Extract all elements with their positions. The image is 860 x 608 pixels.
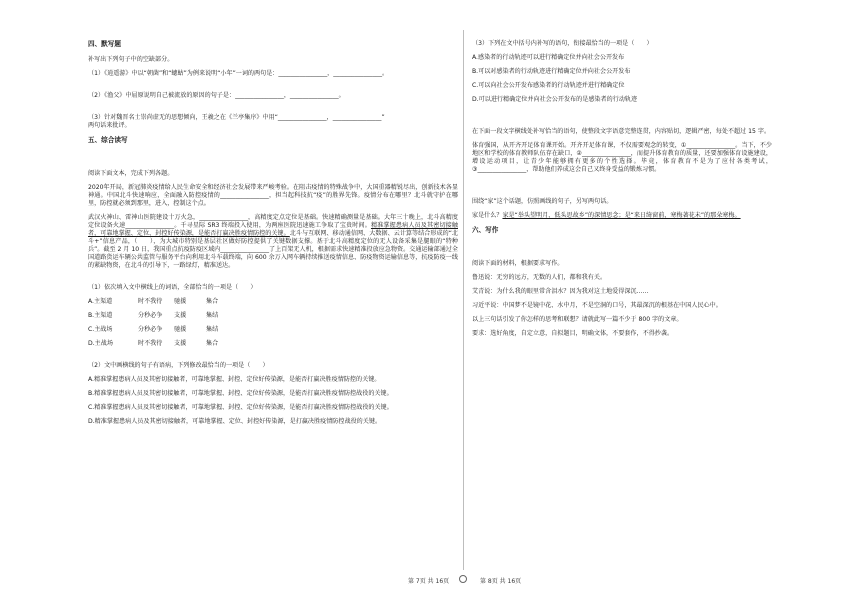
passage-paragraph-2 [88, 214, 458, 270]
option-row-b [88, 312, 458, 320]
section-4-title: 四、默写题 [88, 40, 121, 48]
quote-xi: 习近平说：中国梦不是镜中花、水中月，不是空洞的口号，其最深沉的根基在中国人民心中。 [472, 302, 722, 309]
sub3-option-b: B.可以对感染者的行动轨迹进行精确定位并向社会公开发布 [472, 68, 631, 75]
option-cell: 集合 [206, 298, 219, 305]
binding-dot-icon [459, 575, 467, 583]
passage-paragraph-1: 2020年开局，新冠肺炎疫情给人民生命安全和经济社会发展带来严峻考验。在阻击疫情的特殊战争中，大国重器精锐尽出，创新技术各显神通。中国北斗快速响应，全面融入防控疫情的________________，担当起科技抗“疫”的胜界先锋。疫情分布在哪里？北斗就守护在哪里，防控就必须到那里，进入，控制这个点。 [88, 184, 458, 207]
passage-text-a: 武汉火神山、雷神山医院建设十万火急，________________，高精度定点定位是基础。快速精确测量是基础。大年三十晚上，北斗高精度定位设备火速________________。千寻星际 SR3 终端投入使用，为两座医院迅速施工争取了宝贵时间。 [88, 214, 458, 229]
reading-instruction: 阅读下面文本，完成下列各题。 [88, 170, 174, 177]
sub3-option-c: C.可以向社会公开发布感染者的行动轨迹并进行精确定位 [472, 82, 625, 89]
question-3-line1: （3）针对魏晋名士崇尚虚无的思想倾向，王羲之在《兰亭集序》中用“________________，________________” [88, 114, 385, 121]
option-cell: 时不我待 [138, 340, 163, 347]
sub2-option-d: D.精准掌握患病人员及其密切接触者，可靠地掌握、定位、封控好传染源，是打赢决胜疫情防控战役的关键。 [88, 418, 382, 425]
option-cell: 支援 [174, 312, 187, 319]
home-example [472, 212, 772, 220]
sub2-option-a: A.精准掌握患病人员及其密切接触者，可靠地掌握、封控、定位好传染源，是能否打赢决胜疫情防控的关键。 [88, 376, 381, 383]
option-cell: 分秒必争 [138, 326, 163, 333]
option-cell: B.主渠道 [88, 312, 113, 319]
sub2-option-c: C.精准掌握患病人员及其密切接触者，可靠地掌握、封控、定位好传染源，是能否打赢决胜疫情防控战役的关键。 [88, 404, 393, 411]
home-instruction: 围绕“家”这个话题，仿照画线的句子，另写两句话。 [472, 198, 613, 205]
sub-question-3: （3）下列在文中括号内补写的语句，衔接最恰当的一项是（ ） [472, 40, 653, 47]
section-4-instruction: 补写出下列句子中的空缺部分。 [88, 56, 174, 63]
right-page-number: 第 8页 共 16页 [480, 578, 522, 585]
writing-requirement: 要求：选好角度，自定立意，自拟题目，明确文体，不要套作，不得抄袭。 [472, 330, 674, 337]
option-cell: 时不我待 [138, 298, 163, 305]
section-5-title: 五、综合读写 [88, 136, 128, 144]
quote-ai-qing: 艾青说：为什么我的眼里常含泪水？因为我对这土地爱得深沉…… [472, 288, 649, 295]
sub2-option-b: B.精准掌握患病人员及其密切接触者，可靠地掌握、封控、定位好传染源，是能否打赢决胜疫情防控战役的关键。 [88, 390, 393, 397]
writing-instruction: 阅读下面的材料，根据要求写作。 [472, 260, 564, 267]
right-column [472, 40, 772, 344]
writing-prompt: 以上三句话引发了你怎样的思考和联想？请就此写一篇不少于 800 字的文章。 [472, 316, 683, 323]
option-row-a [88, 298, 458, 306]
option-cell: 驰援 [174, 326, 187, 333]
left-column [88, 40, 458, 432]
option-cell: A.主渠道 [88, 298, 113, 305]
option-cell: 集结 [206, 326, 219, 333]
option-cell: C.主战场 [88, 326, 113, 333]
fill-instruction: 在下面一段文字横线处补写恰当的语句，使整段文字语意完整连贯，内容贴切，逻辑严密，每处不超过 15 字。 [472, 128, 771, 135]
option-cell: 分秒必争 [138, 312, 163, 319]
question-3-line2: 两句话来批评。 [88, 122, 131, 129]
option-cell: 驰援 [174, 298, 187, 305]
sub3-option-a: A.感染者的行动轨迹可以进行精确定位并向社会公开发布 [472, 54, 625, 61]
option-cell: 集合 [206, 340, 219, 347]
quote-lu-xun: 鲁迅说：无穷的远方，无数的人们，都和我有关。 [472, 274, 607, 281]
column-divider [463, 30, 464, 570]
option-row-c [88, 326, 458, 334]
home-underlined-sentence: 家是“举头望明月，低头思故乡”的深情思念；是“来日绮窗前，寒梅著花未”的那朵寒梅。 [502, 212, 741, 219]
passage-text-b: 北斗与互联网、移动通信网、大数据、云计算等结合形成的“北斗+”信息产品，（ ），为大城市特别是基层社区做好防控提供了关键数据支撑。基于北斗高精度定位的无人设备采集是腿眼的“特种兵”。截至 2 月 10 日，我国重点抗疫防疫区域内________________了上百架无人机，根据需求快速精准投放应急物资。交通运输部通过全国道路货运车辆公共监管与服务平台向利用北斗车载终端，向 600 余万入网车辆持续推送疫情信息、防疫物资运输信息等，抗疫防疫一线的紧缺物资，在北斗的引导下，一路绿灯，精准送达。 [88, 230, 458, 269]
underlined-sentence: 精准掌握患病人员及其密切接触者，可靠地掌握、定位、封控好传染源，是能否打赢决胜疫情防控的关键。 [88, 222, 458, 237]
option-cell: 集结 [206, 312, 219, 319]
section-6-title: 六、写作 [472, 226, 499, 234]
sub-question-1: （1）依次填入文中横线上的词语，全部恰当的一项是（ ） [88, 284, 257, 291]
sub-question-2: （2）文中画横线的句子有语病，下列修改最恰当的一项是（ ） [88, 362, 269, 369]
option-cell: 支援 [174, 340, 187, 347]
left-page-number: 第 7页 共 16页 [408, 578, 450, 585]
fill-paragraph: 体育强国，从开齐开足体育课开始。开齐开足体育课，不仅需要观念的转变，①________________。当下，不少地区和学校的体育教师队伍存在缺口，②________________，而提升体育教育的质量，还要加强体育设施建设，增设运动项目，让青少年能够拥有更多的个性选择。毕竟，体育教育不是为了应付各类考试，③________________，帮助他们养成这会自己又终身受益的锻炼习惯。 [472, 142, 772, 173]
home-lead: 家是什么？ [472, 212, 503, 219]
sub3-option-d: D.可以进行精确定位并向社会公开发布的是感染者的行动轨迹 [472, 96, 638, 103]
question-1: （1）《逍遥游》中以“朝菌”和“蟪蛄”为例来说明“小年”一词的两句是：________________，________________。 [88, 70, 389, 77]
option-cell: D.主战场 [88, 340, 113, 347]
option-row-d [88, 340, 458, 348]
question-2: （2）《渔父》中屈原说明自己被流放的原因的句子是：________________，________________。 [88, 92, 345, 99]
